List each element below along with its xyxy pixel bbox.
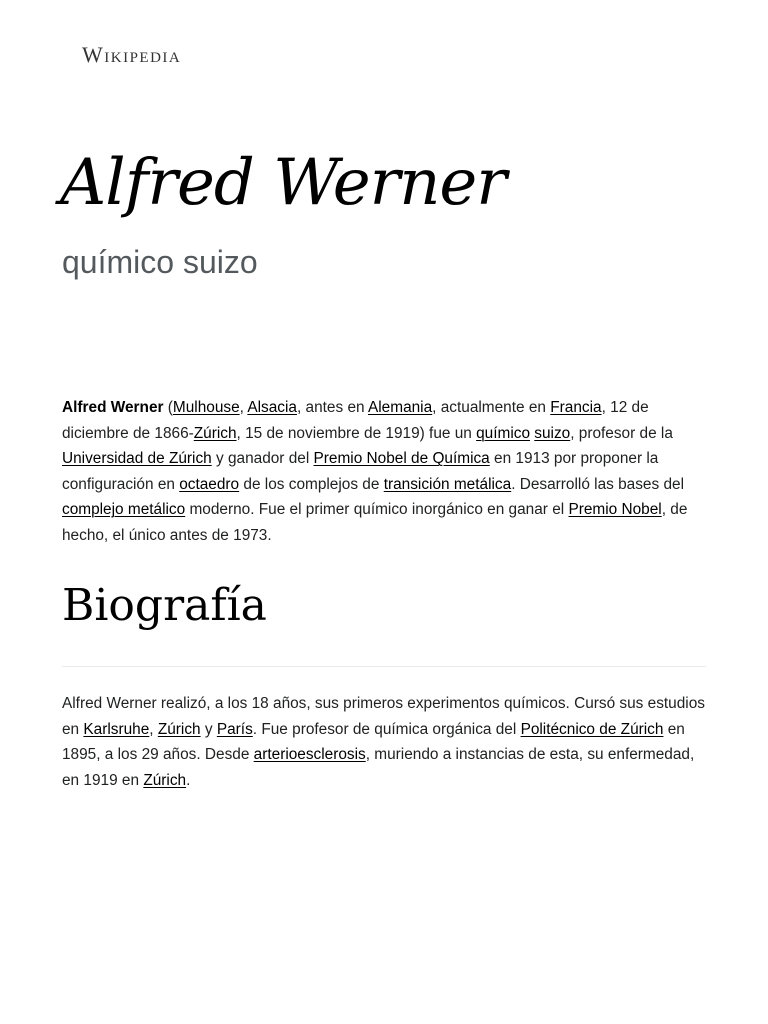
link-arterioesclerosis[interactable]: arterioesclerosis <box>253 746 366 764</box>
link-complejo-metalico[interactable]: complejo metálico <box>62 501 186 519</box>
text: y <box>200 720 217 738</box>
text: moderno. Fue el primer químico inorgánico en ganar el <box>185 501 569 519</box>
link-transicion-metalica[interactable]: transición metálica <box>383 475 512 493</box>
text: , 12 de diciembre de 1866- <box>62 399 649 442</box>
article-subject-name: Alfred Werner <box>62 399 164 416</box>
text: Alfred Werner realizó, a los 18 años, sus primeros experimentos químicos. Cursó sus estudios en <box>62 695 705 738</box>
link-alemania[interactable]: Alemania <box>368 399 433 416</box>
text: , profesor de la <box>570 424 673 442</box>
section-heading-biografia: Biografía <box>62 580 267 631</box>
text: ( <box>163 399 173 416</box>
biografia-paragraph <box>62 691 706 793</box>
text: en 1895, a los 29 años. Desde <box>62 720 685 764</box>
section-divider <box>62 666 706 667</box>
text: en 1913 por proponer la configuración en <box>62 450 659 493</box>
text: , actualmente en <box>432 399 551 416</box>
link-francia[interactable]: Francia <box>550 399 602 416</box>
link-karlsruhe[interactable]: Karlsruhe <box>83 720 150 738</box>
link-mulhouse[interactable]: Mulhouse <box>172 399 240 416</box>
link-premio-nobel-de-quimica[interactable]: Premio Nobel de Química <box>313 450 490 468</box>
link-zurich[interactable]: Zúrich <box>143 771 187 789</box>
link-universidad-de-zurich[interactable]: Universidad de Zúrich <box>62 450 212 468</box>
link-premio-nobel[interactable]: Premio Nobel <box>568 501 662 519</box>
wikipedia-logo[interactable]: Wikipedia <box>82 42 182 67</box>
page-title: Alfred Werner <box>60 146 506 220</box>
link-paris[interactable]: París <box>216 720 253 738</box>
link-octaedro[interactable]: octaedro <box>179 475 240 493</box>
link-quimico[interactable]: químico <box>476 424 530 442</box>
link-politecnico-de-zurich[interactable]: Politécnico de Zúrich <box>520 720 664 738</box>
text: , de hecho, el único antes de 1973. <box>62 501 688 544</box>
text: . Fue profesor de química orgánica del <box>252 720 521 738</box>
text: . <box>186 771 191 789</box>
text: . Desarrolló las bases del <box>511 475 684 493</box>
page-subtitle: químico suizo <box>62 244 258 280</box>
text: y ganador del <box>211 450 314 468</box>
text: , muriendo a instancias de esta, su enfermedad, en 1919 en <box>62 746 695 789</box>
intro-paragraph <box>62 395 706 549</box>
text: de los complejos de <box>239 475 384 493</box>
link-zurich[interactable]: Zúrich <box>193 424 237 442</box>
link-alsacia[interactable]: Alsacia <box>247 399 297 416</box>
link-suizo[interactable]: suizo <box>534 424 571 442</box>
link-zurich[interactable]: Zúrich <box>157 720 201 738</box>
text: , 15 de noviembre de 1919) fue un <box>236 424 477 442</box>
text: , <box>149 720 158 738</box>
text: , <box>239 399 248 416</box>
text: , antes en <box>296 399 368 416</box>
